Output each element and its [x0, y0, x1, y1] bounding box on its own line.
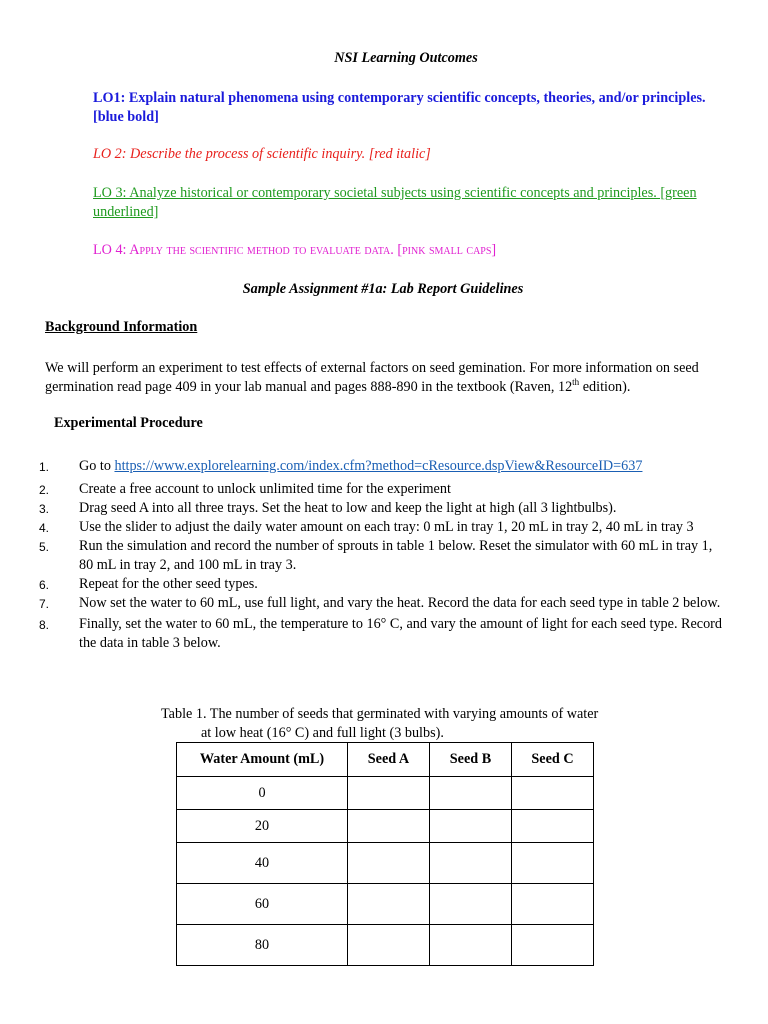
seed-b-cell[interactable] [430, 925, 512, 966]
table-1-caption [161, 705, 641, 743]
water-amount-cell: 80 [177, 925, 348, 966]
learning-outcome-2: LO 2: Describe the process of scientific inquiry. [red italic] [93, 146, 431, 162]
seed-a-cell[interactable] [348, 884, 430, 925]
water-amount-cell: 60 [177, 884, 348, 925]
table-header-row [177, 743, 594, 777]
seed-c-cell[interactable] [512, 777, 594, 810]
seed-b-cell[interactable] [430, 810, 512, 843]
column-header-seed-c: Seed C [512, 743, 594, 777]
step-text: Run the simulation and record the number of sprouts in table 1 below. Reset the simulator with 60 mL in tray 1, 80 mL in tray 2, and 100 mL in tray 3. [79, 538, 713, 573]
procedure-step [0, 518, 724, 537]
column-header-seed-b: Seed B [430, 743, 512, 777]
table-row [177, 884, 594, 925]
procedure-step [0, 457, 724, 476]
seed-b-cell[interactable] [430, 843, 512, 884]
seed-a-cell[interactable] [348, 843, 430, 884]
caption-line-1: Table 1. The number of seeds that germinated with varying amounts of water [161, 706, 599, 722]
step-number: 4. [39, 521, 50, 535]
step-text: Use the slider to adjust the daily water amount on each tray: 0 mL in tray 1, 20 mL in tray 2, 40 mL in tray 3 [79, 519, 694, 535]
procedure-step [0, 480, 724, 499]
table-row [177, 777, 594, 810]
step-text: Finally, set the water to 60 mL, the temperature to 16° C, and vary the amount of light for each seed type. Record the data in table 3 below. [79, 616, 723, 651]
table-row [177, 925, 594, 966]
procedure-step [0, 575, 724, 594]
explorelearning-link[interactable]: https://www.explorelearning.com/index.cfm?method=cResource.dspView&ResourceID=637 [114, 458, 643, 474]
seed-a-cell[interactable] [348, 925, 430, 966]
step-text: Go to [79, 458, 115, 474]
step-number: 8. [39, 618, 50, 632]
step-number: 2. [39, 483, 50, 497]
learning-outcome-4: LO 4: Apply the scientific method to evaluate data. [pink small caps] [93, 242, 497, 258]
assignment-title: Sample Assignment #1a: Lab Report Guidelines [242, 281, 524, 297]
step-number: 1. [39, 460, 50, 474]
caption-line-2: at low heat (16° C) and full light (3 bulbs). [201, 725, 444, 741]
seed-c-cell[interactable] [512, 843, 594, 884]
step-number: 7. [39, 597, 50, 611]
step-text: Drag seed A into all three trays. Set the heat to low and keep the light at high (all 3 lightbulbs). [79, 500, 617, 516]
step-text: Repeat for the other seed types. [79, 576, 258, 592]
seed-c-cell[interactable] [512, 884, 594, 925]
procedure-step [0, 594, 724, 613]
step-text: Create a free account to unlock unlimited time for the experiment [79, 481, 451, 497]
background-heading: Background Information [45, 319, 198, 335]
procedure-step [0, 615, 724, 653]
water-amount-cell: 20 [177, 810, 348, 843]
seed-a-cell[interactable] [348, 810, 430, 843]
procedure-step [0, 537, 724, 575]
seed-c-cell[interactable] [512, 925, 594, 966]
step-number: 3. [39, 502, 50, 516]
procedure-steps [0, 457, 768, 653]
water-amount-cell: 40 [177, 843, 348, 884]
learning-outcome-3: LO 3: Analyze historical or contemporary societal subjects using scientific concepts and principles. [green underlined] [93, 185, 697, 220]
table-row [177, 843, 594, 884]
step-number: 5. [39, 540, 50, 554]
column-header-water: Water Amount (mL) [177, 743, 348, 777]
step-number: 6. [39, 578, 50, 592]
seed-b-cell[interactable] [430, 777, 512, 810]
table-row [177, 810, 594, 843]
document-title: NSI Learning Outcomes [334, 50, 478, 66]
seed-a-cell[interactable] [348, 777, 430, 810]
background-text-end: edition). [579, 379, 631, 395]
table-1 [176, 742, 594, 966]
seed-c-cell[interactable] [512, 810, 594, 843]
procedure-step [0, 499, 724, 518]
step-text: Now set the water to 60 mL, use full light, and vary the heat. Record the data for each seed type in table 2 below. [79, 595, 721, 611]
background-text-sup: th [572, 377, 580, 387]
column-header-seed-a: Seed A [348, 743, 430, 777]
learning-outcome-1: LO1: Explain natural phenomena using contemporary scientific concepts, theories, and/or principles. [blue bold] [93, 90, 706, 125]
background-paragraph [45, 359, 735, 397]
background-text-main: We will perform an experiment to test effects of external factors on seed gemination. For more information on seed germination read page 409 in your lab manual and pages 888-890 in the textbook (Raven, 12 [45, 360, 699, 395]
water-amount-cell: 0 [177, 777, 348, 810]
seed-b-cell[interactable] [430, 884, 512, 925]
procedure-heading: Experimental Procedure [54, 415, 203, 431]
